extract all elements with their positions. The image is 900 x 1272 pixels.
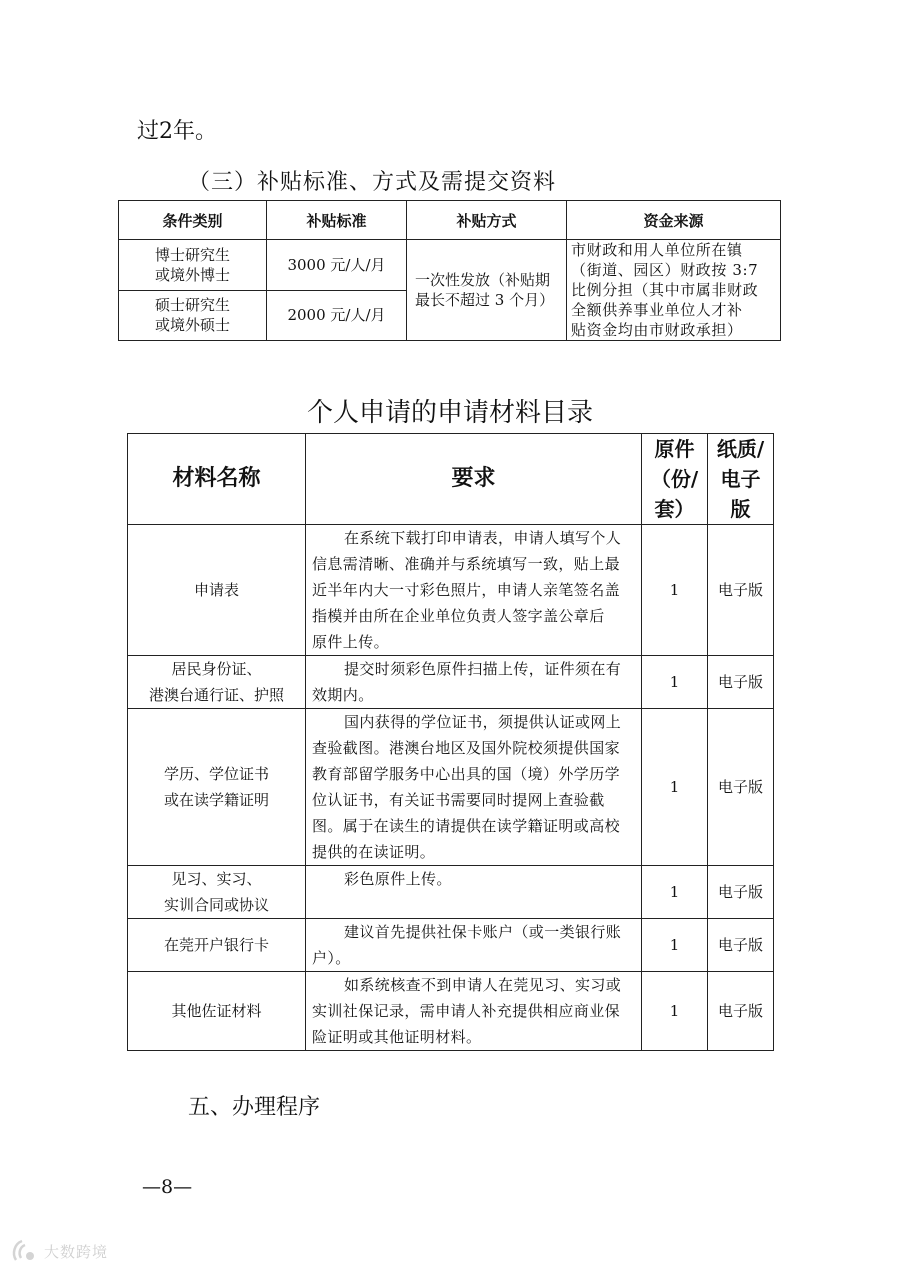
requirement-cell [306,656,642,709]
requirement-cell [306,525,642,656]
section-3-heading: （三）补贴标准、方式及需提交资料 [188,170,557,195]
subsidy-table-header [119,201,781,240]
header-material-name: 材料名称 [128,434,306,525]
material-name-cell [128,709,306,866]
requirement-line: 如系统核查不到申请人在莞见习、实习或 [344,976,622,994]
mode-line: 最长不超过 3 个月） [415,291,555,309]
materials-table-body [128,525,774,1051]
category-line: 博士研究生 [154,245,230,264]
material-row [128,525,774,656]
header-mode: 补贴方式 [407,201,567,240]
requirement-line: 位认证书，有关证书需要同时提网上查验截 [312,791,605,809]
requirement-line: 实训社保记录，需申请人补充提供相应商业保 [312,1002,621,1020]
material-name-cell [128,972,306,1051]
watermark-text: 大数跨境 [44,1243,109,1261]
category-line: 硕士研究生 [154,296,230,315]
material-name-cell [128,866,306,919]
requirement-line: 险证明或其他证明材料。 [312,1028,482,1046]
format-cell: 电子版 [708,709,774,866]
funding-cell [567,240,781,341]
requirement-cell [306,709,642,866]
requirement-line: 国内获得的学位证书，须提供认证或网上 [344,713,622,731]
category-line: 或境外硕士 [154,316,230,335]
subsidy-row-phd [119,240,781,291]
category-cell [119,240,267,291]
header-line: 纸质/ [716,437,765,461]
material-name-cell [128,525,306,656]
requirement-line [312,892,637,918]
header-line: 电子 [720,467,761,491]
copies-cell: 1 [642,866,708,919]
material-row [128,709,774,866]
requirement-line: 查验截图。港澳台地区及国外院校须提供国家 [312,739,621,757]
material-name-cell [128,919,306,972]
material-row [128,919,774,972]
material-name-line: 申请表 [193,581,239,599]
material-name-line: 港澳台通行证、护照 [148,686,284,704]
mode-cell [407,240,567,341]
format-cell: 电子版 [708,656,774,709]
header-line: 版 [730,497,751,521]
requirement-line: 近半年内大一寸彩色照片，申请人亲笔签名盖 [312,581,621,599]
material-name-line: 见习、实习、 [171,870,262,888]
material-row [128,656,774,709]
watermark-logo-icon [10,1236,40,1266]
requirement-cell [306,972,642,1051]
page-number: —8— [142,1176,193,1198]
header-format [708,434,774,525]
requirement-line: 户）。 [312,949,351,967]
section-5-heading: 五、办理程序 [188,1095,321,1120]
material-name-line: 其他佐证材料 [171,1002,262,1020]
header-category: 条件类别 [119,201,267,240]
funding-line: 贴资金均由市财政承担） [571,321,743,339]
copies-cell: 1 [642,525,708,656]
material-name-line: 学历、学位证书 [163,765,269,783]
material-row [128,866,774,919]
requirement-line: 指模并由所在企业单位负责人签字盖公章后 [312,607,605,625]
continuation-text: 过2年。 [137,119,217,144]
material-name-line: 在莞开户银行卡 [163,936,269,954]
category-line: 或境外博士 [154,265,230,284]
subsidy-table [118,200,781,341]
header-original-copies [642,434,708,525]
watermark [10,1236,140,1266]
material-name-cell [128,656,306,709]
requirement-cell [306,866,642,919]
funding-line: 全额供养事业单位人才补 [571,301,743,319]
materials-title: 个人申请的申请材料目录 [306,398,593,428]
category-cell [119,290,267,341]
format-cell: 电子版 [708,919,774,972]
requirement-line: 建议首先提供社保卡账户（或一类银行账 [344,923,622,941]
material-row [128,972,774,1051]
header-line: （份/ [650,467,699,491]
header-funding: 资金来源 [567,201,781,240]
copies-cell: 1 [642,919,708,972]
funding-line: 市财政和用人单位所在镇 [571,241,743,259]
funding-line: （街道、园区）财政按 3:7 [571,261,759,279]
material-name-line: 居民身份证、 [171,660,262,678]
requirement-line: 效期内。 [312,686,374,704]
requirement-line: 信息需清晰、准确并与系统填写一致，贴上最 [312,555,621,573]
header-standard: 补贴标准 [267,201,407,240]
copies-cell: 1 [642,972,708,1051]
requirement-line: 彩色原件上传。 [344,870,452,888]
header-line: 原件 [654,437,695,461]
requirement-line: 在系统下载打印申请表，申请人填写个人 [344,529,622,547]
requirement-line: 提供的在读证明。 [312,843,436,861]
requirement-cell [306,919,642,972]
copies-cell: 1 [642,656,708,709]
header-line: 套） [654,497,695,521]
format-cell: 电子版 [708,866,774,919]
standard-cell: 3000 元/人/月 [267,240,407,291]
material-name-line: 实训合同或协议 [163,896,269,914]
copies-cell: 1 [642,709,708,866]
format-cell: 电子版 [708,525,774,656]
funding-line: 比例分担（其中市属非财政 [571,281,759,299]
materials-table [127,433,774,1051]
requirement-line: 提交时须彩色原件扫描上传，证件须在有 [344,660,622,678]
standard-cell: 2000 元/人/月 [267,290,407,341]
requirement-line: 图。属于在读生的请提供在读学籍证明或高校 [312,817,621,835]
requirement-line: 原件上传。 [312,633,390,651]
material-name-line: 或在读学籍证明 [163,791,269,809]
materials-table-header [128,434,774,525]
mode-line: 一次性发放（补贴期 [415,271,551,289]
format-cell: 电子版 [708,972,774,1051]
header-requirement: 要求 [306,434,642,525]
requirement-line: 教育部留学服务中心出具的国（境）外学历学 [312,765,621,783]
